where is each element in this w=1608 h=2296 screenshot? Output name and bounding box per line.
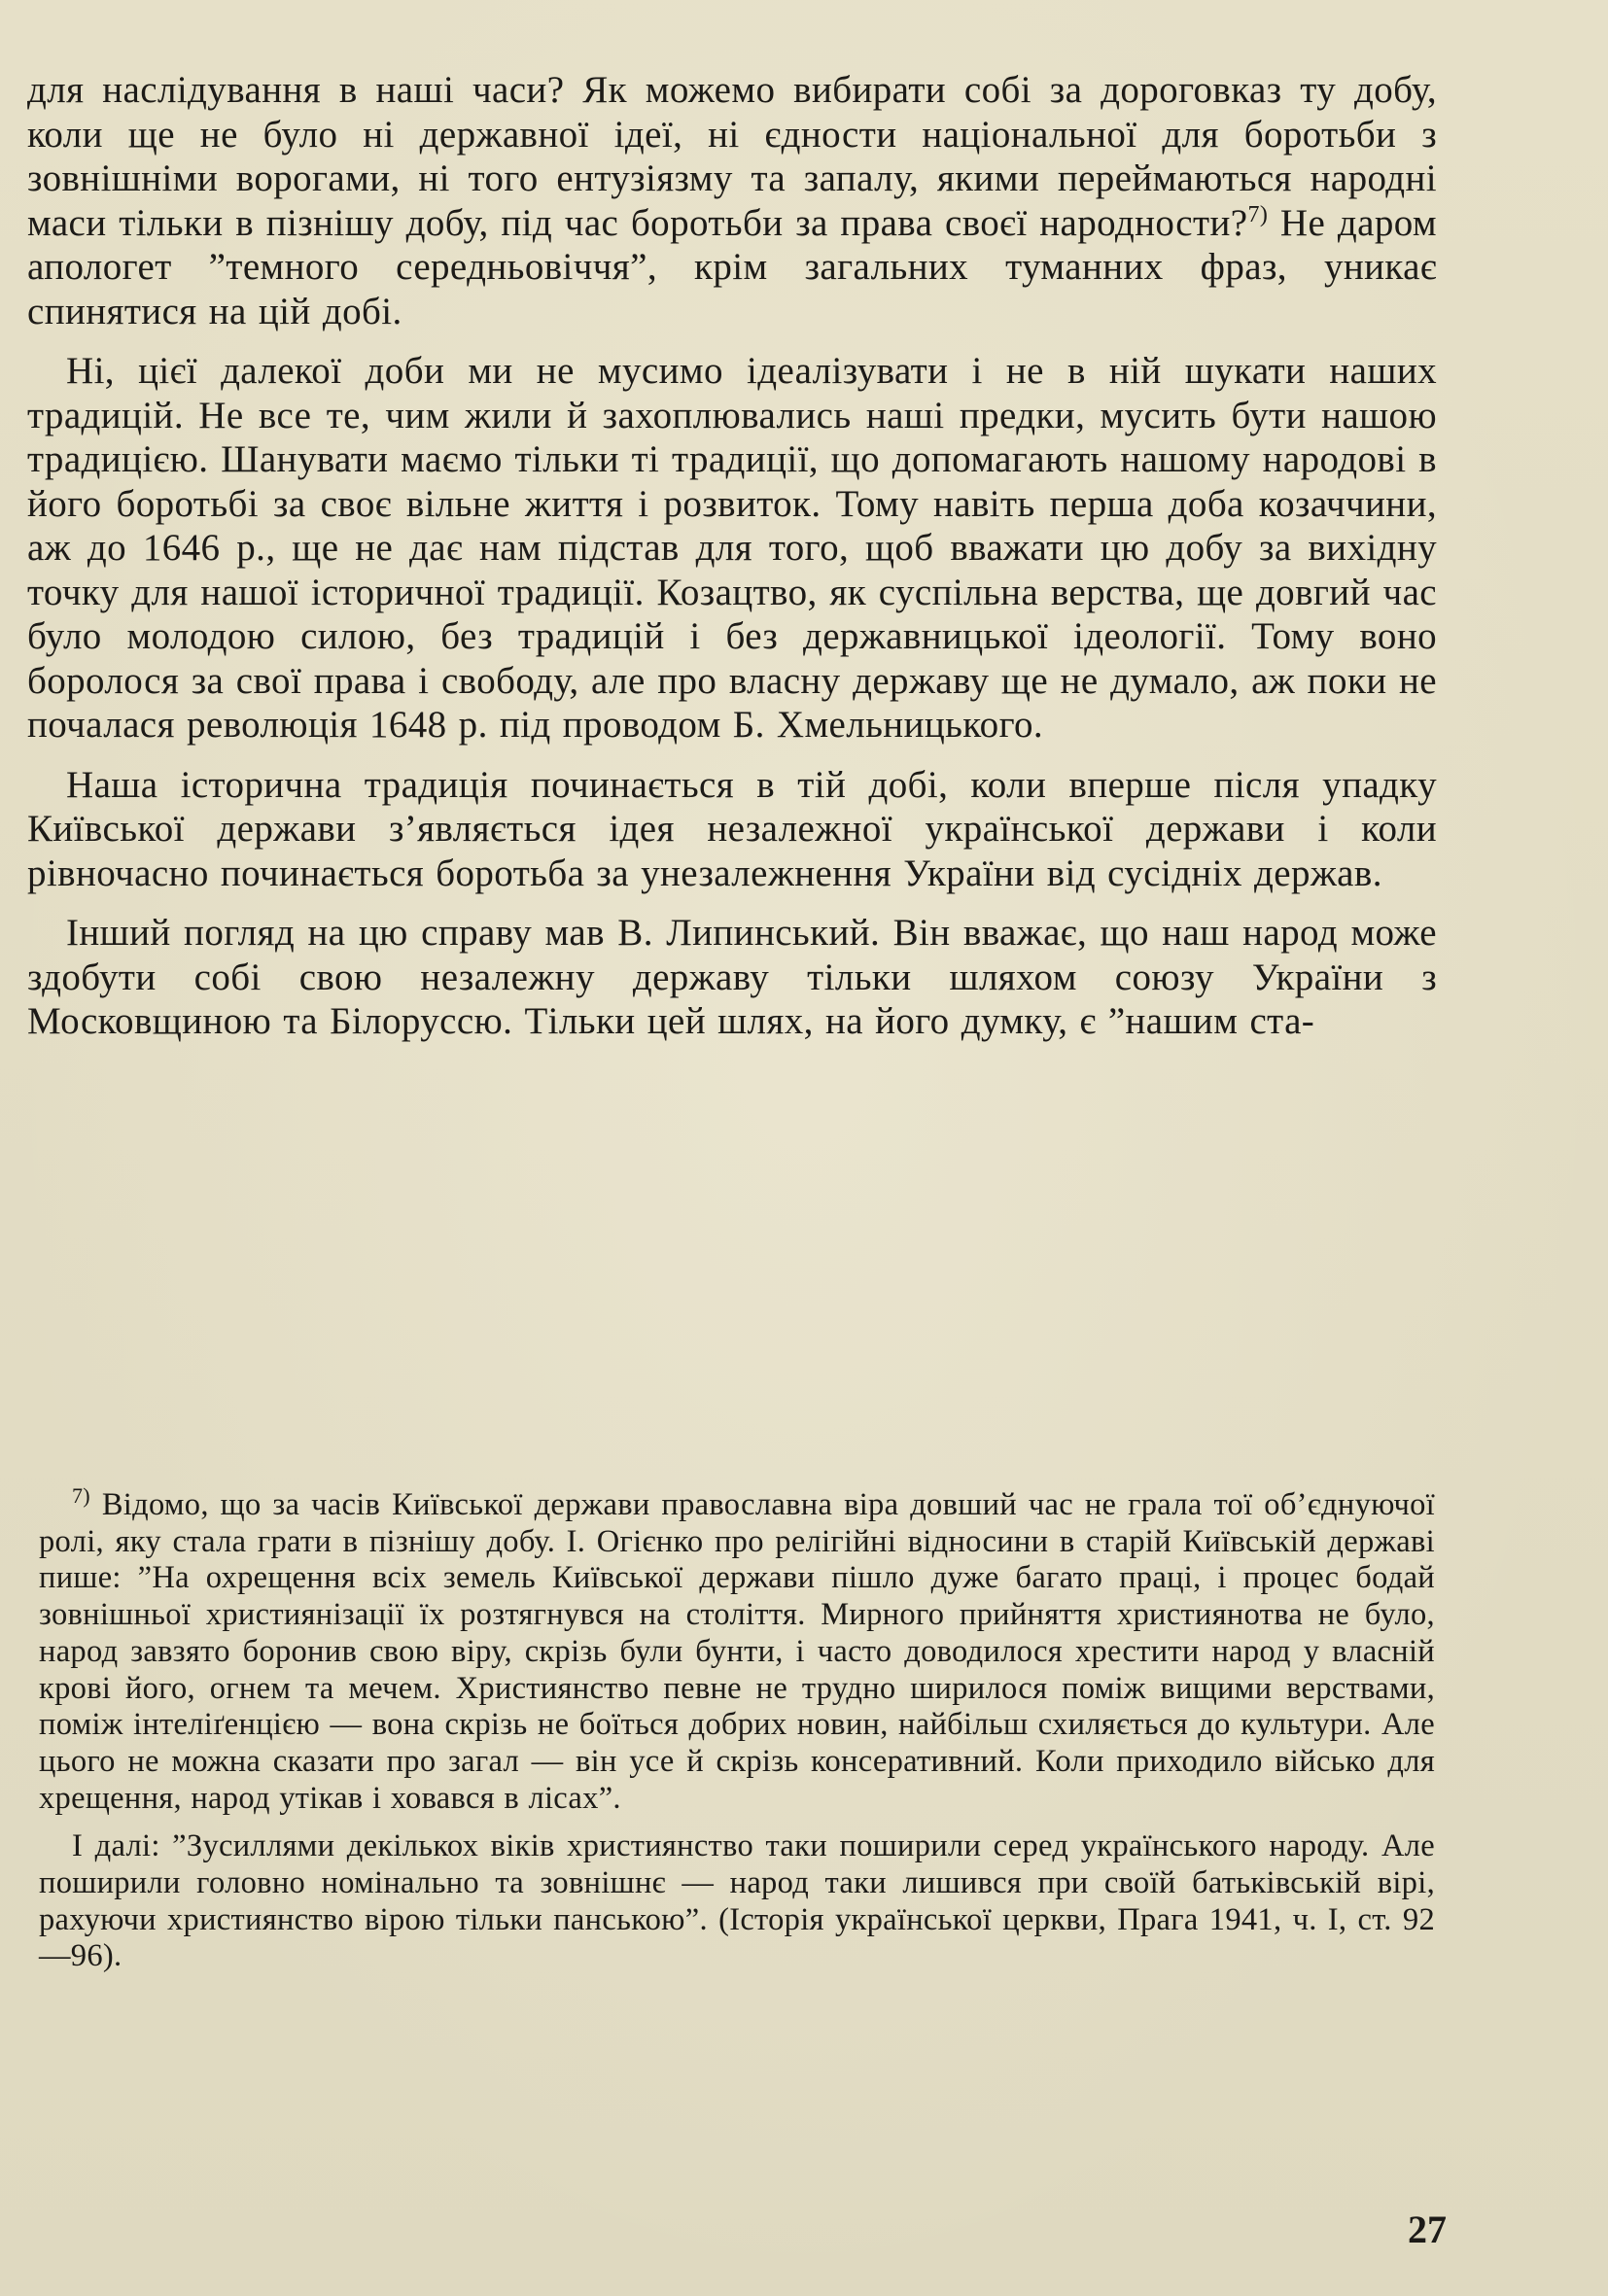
footnote-7 <box>39 1483 1435 1817</box>
footnote-mark: 7) <box>72 1483 90 1509</box>
paragraph-3: Наша історична традиція починається в тій добі, коли вперше після упадку Київської держави з’являється ідея незалежної української держави і коли рівночасно починається боротьба за унезалежнення України від сусідніх держав. <box>27 763 1437 894</box>
page-number: 27 <box>1408 2208 1447 2251</box>
paragraph-1-text: для наслідування в наші часи? Як можемо вибирати собі за дороговказ ту добу, коли ще не було ні державної ідеї, ні єдности національної для боротьби з зовнішніми ворогами, ні того ентузіязму та запалу, якими переймаються народні маси тільки в пізнішу добу, під час боротьби за права своєї народности? <box>27 69 1437 244</box>
paragraph-1 <box>27 68 1437 333</box>
main-text <box>27 68 1437 1060</box>
footnote-7-text: Відомо, що за часів Київської держави православна віра довший час не грала тої об’єднуючої ролі, яку стала грати в пізнішу добу. І. Огієнко про релігійні відносини в старій Київській державі пише: ”На охрещення всіх земель Київської держави пішло дуже багато праці, і процес бодай зовнішньої християнізації їх розтягнувся на століття. Мирного прийняття християнотва не було, народ завзято боронив свою віру, скрізь були бунти, і часто доводилося хрестити народ у власній крові його, огнем та мечем. Християнство певне не трудно ширилося поміж вищими верствами, поміж інтеліґенцією — вона скрізь не боїться добрих новин, найбільш схиляється до культури. Але цього не можна сказати про загал — він усе й скрізь консеративний. Коли приходило військо для хрещення, народ утікав і ховався в лісах”. <box>39 1487 1435 1816</box>
paragraph-2: Ні, цієї далекої доби ми не мусимо ідеалізувати і не в ній шукати наших традицій. Не все те, чим жили й захоплювались наші предки, мусить бути нашою традицією. Шанувати маємо тільки ті традиції, що допомагають нашому народові в його боротьбі за своє вільне життя і розвиток. Тому навіть перша доба козаччини, аж до 1646 р., ще не дає нам підстав для того, щоб вважати цю добу за вихідну точку для нашої історичної традиції. Козацтво, як суспільна верства, ще довгий час було молодою силою, без традицій і без державницької ідеології. Тому воно боролося за свої права і свободу, але про власну державу ще не думало, аж поки не почалася революція 1648 р. під проводом Б. Хмельницького. <box>27 350 1437 746</box>
paragraph-4: Інший погляд на цю справу мав В. Липинський. Він вважає, що наш народ може здобути собі свою незалежну державу тільки шляхом союзу України з Московщиною та Білоруссю. Тільки цей шлях, на його думку, є ”нашим ста- <box>27 912 1437 1042</box>
footnotes <box>39 1483 1435 1987</box>
footnote-7-continuation: І далі: ”Зусиллями декількох віків християнство таки поширили серед українського народу. Але поширили головно номінально та зовнішнє — народ таки лишився при своїй батьківській вірі, рахуючи християнство вірою тільки панською”. (Історія української церкви, Прага 1941, ч. І, ст. 92—96). <box>39 1828 1435 1974</box>
paragraph-1-text-cont: Не даром апологет ”темного середньовіччя”, крім загальних туманних фраз, уникає спинятися на цій добі. <box>27 201 1437 332</box>
footnote-reference: 7) <box>1247 201 1269 227</box>
